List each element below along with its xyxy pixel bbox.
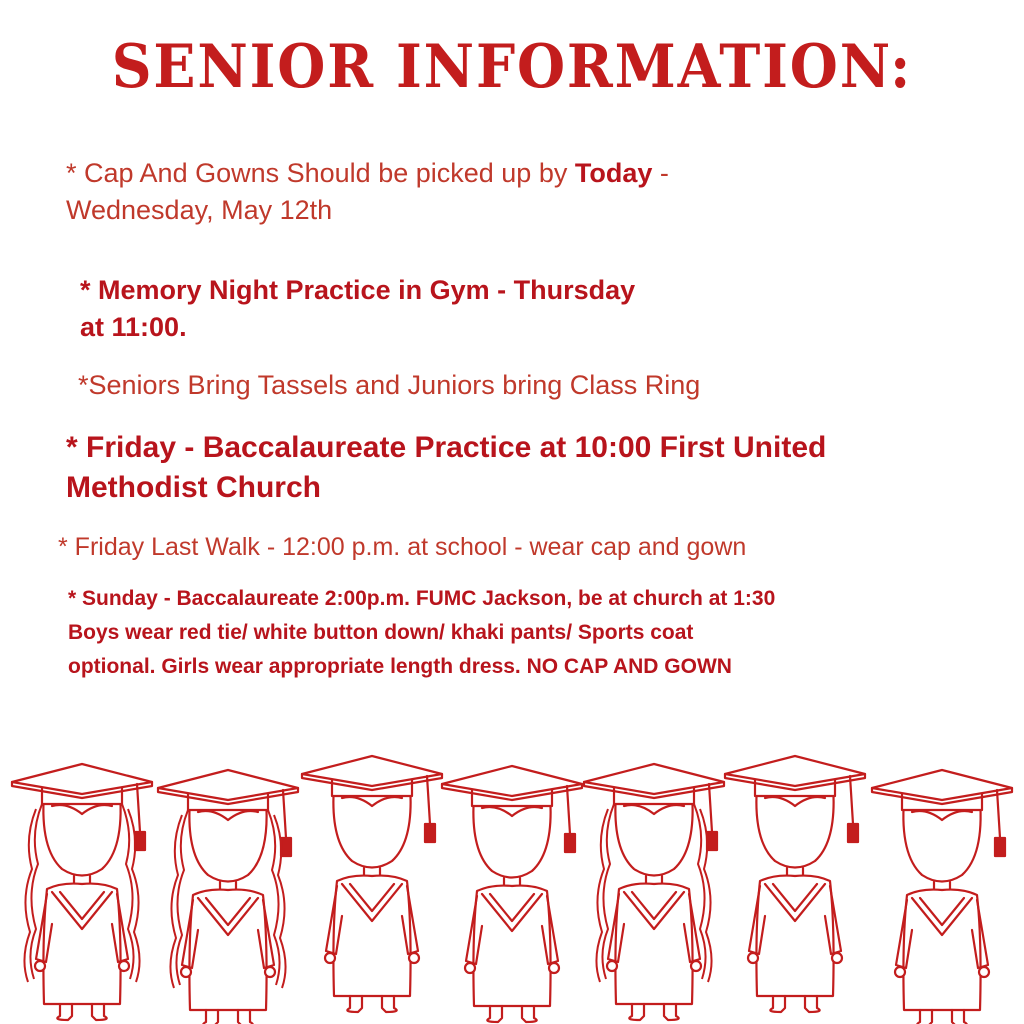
notice-last-walk: * Friday Last Walk - 12:00 p.m. at school - wear cap and gown (58, 533, 747, 561)
notice-baccalaureate-line2: Methodist Church (66, 471, 321, 504)
page-title: SENIOR INFORMATION: (111, 32, 913, 102)
notice-cap-gowns-date: Wednesday, May 12th (66, 195, 333, 225)
notice-baccalaureate-line1: * Friday - Baccalaureate Practice at 10:00 First United (66, 431, 827, 464)
notice-cap-gowns (66, 155, 669, 229)
graduate-7 (872, 770, 1012, 1024)
notice-sunday-line3: optional. Girls wear appropriate length dress. NO CAP AND GOWN (68, 655, 732, 678)
notice-cap-gowns-prefix: * Cap And Gowns Should be picked up by (66, 158, 575, 188)
notice-cap-gowns-suffix: - (652, 158, 669, 188)
notice-memory-night (80, 272, 635, 346)
graduate-3 (302, 756, 442, 1012)
graduate-5 (584, 764, 724, 1020)
notice-memory-night-line2: at 11:00. (80, 312, 187, 342)
notice-tassels: *Seniors Bring Tassels and Juniors bring Class Ring (78, 370, 701, 400)
graduates-illustration (0, 740, 1024, 1024)
graduate-4 (442, 766, 582, 1022)
notice-cap-gowns-emphasis: Today (574, 158, 653, 188)
notice-baccalaureate-practice (66, 428, 826, 508)
notice-sunday-line2: Boys wear red tie/ white button down/ khaki pants/ Sports coat (68, 621, 694, 644)
notice-sunday (68, 582, 775, 684)
notice-sunday-line1: * Sunday - Baccalaureate 2:00p.m. FUMC Jackson, be at church at 1:30 (68, 587, 776, 610)
graduate-2 (158, 770, 298, 1024)
graduate-1 (12, 764, 152, 1020)
notice-memory-night-line1: * Memory Night Practice in Gym - Thursday (80, 275, 636, 305)
graduate-6 (725, 756, 865, 1012)
